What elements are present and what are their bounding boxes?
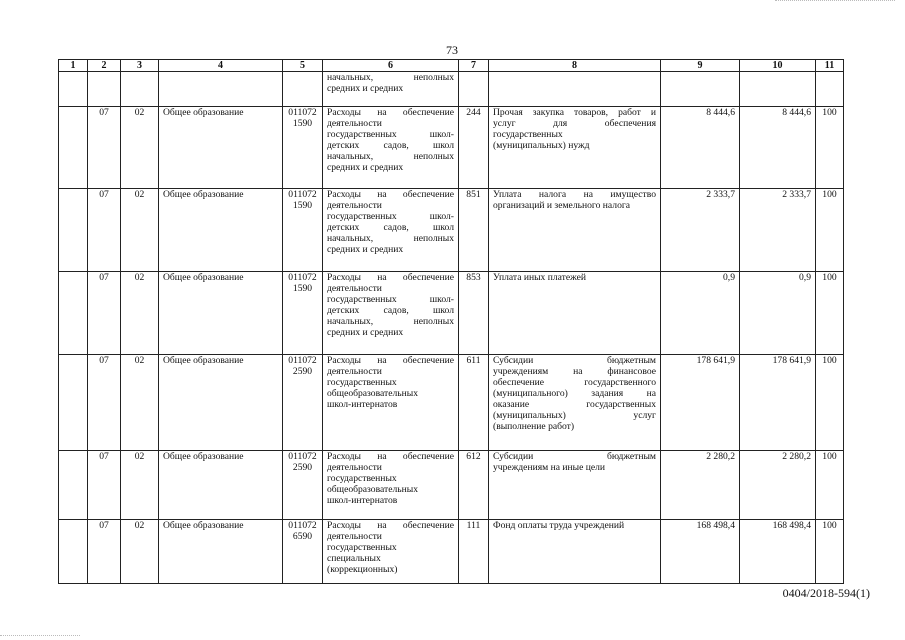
- table-row: [59, 189, 844, 272]
- cell-1: [59, 520, 88, 584]
- cell-percent: 100: [816, 272, 844, 355]
- cell-percent: 100: [816, 189, 844, 272]
- cell-actual-amount: 168 498,4: [740, 520, 816, 584]
- column-header-10: 10: [740, 60, 816, 72]
- code-part: 1590: [292, 283, 313, 294]
- cell-percent: 100: [816, 520, 844, 584]
- text-line: государственных школ-: [327, 211, 454, 222]
- cell-target-code: [283, 107, 323, 189]
- cell-subsection: 02: [121, 272, 159, 355]
- text-line: деятельности: [327, 118, 382, 129]
- cell-section: 07: [88, 355, 121, 451]
- column-header-5: 5: [283, 60, 323, 72]
- text-line: специальных: [327, 553, 381, 564]
- cell-11: [816, 72, 844, 107]
- cell-actual-amount: 0,9: [740, 272, 816, 355]
- cell-target-code: [283, 272, 323, 355]
- text-line: общеобразовательных: [327, 484, 418, 495]
- text-line: средних и средних: [327, 83, 404, 94]
- column-header-9: 9: [661, 60, 740, 72]
- cell-9: [661, 72, 740, 107]
- column-header-6: 6: [323, 60, 459, 72]
- cell-8-expense-name: [489, 107, 661, 189]
- cell-planned-amount: 0,9: [661, 272, 740, 355]
- text-line: начальных, неполных: [327, 72, 454, 83]
- cell-planned-amount: 2 333,7: [661, 189, 740, 272]
- cell-section-name: Общее образование: [159, 272, 283, 355]
- text-line: деятельности: [327, 200, 382, 211]
- cell-section-name: Общее образование: [159, 451, 283, 520]
- text-line: начальных, неполных: [327, 151, 454, 162]
- text-line: государственных школ-: [327, 294, 454, 305]
- cell-section-name: Общее образование: [159, 107, 283, 189]
- cell-8-expense-name: [489, 520, 661, 584]
- cell-subsection: 02: [121, 355, 159, 451]
- cell-6-description: [323, 355, 459, 451]
- cell-8: [489, 72, 661, 107]
- text-line: Расходы на обеспечение: [327, 107, 454, 118]
- column-header-7: 7: [459, 60, 489, 72]
- cell-8-expense-name: [489, 189, 661, 272]
- text-line: деятельности: [327, 531, 382, 542]
- text-line: школ-интернатов: [327, 495, 398, 506]
- cell-section: 07: [88, 107, 121, 189]
- cell-expense-type: 244: [459, 107, 489, 189]
- text-line: государственных: [327, 377, 397, 388]
- column-header-11: 11: [816, 60, 844, 72]
- text-line: (выполнение работ): [493, 421, 575, 432]
- page-number: 73: [446, 43, 458, 57]
- cell-6-description: [323, 72, 459, 107]
- cell-subsection: 02: [121, 189, 159, 272]
- table-row: [59, 451, 844, 520]
- text-line: (коррекционных): [327, 564, 398, 575]
- cell-7: [459, 72, 489, 107]
- cell-target-code: [283, 520, 323, 584]
- cell-percent: 100: [816, 107, 844, 189]
- continuation-row: [59, 72, 844, 107]
- scan-edge-bottom: [0, 635, 80, 638]
- header-row: [59, 60, 844, 72]
- cell-1: [59, 272, 88, 355]
- cell-4: [159, 72, 283, 107]
- cell-section-name: Общее образование: [159, 520, 283, 584]
- cell-actual-amount: 178 641,9: [740, 355, 816, 451]
- cell-section: 07: [88, 272, 121, 355]
- text-line: Расходы на обеспечение: [327, 451, 454, 462]
- table-row: [59, 520, 844, 584]
- code-part: 2590: [292, 366, 313, 377]
- cell-subsection: 02: [121, 451, 159, 520]
- text-line: Расходы на обеспечение: [327, 189, 454, 200]
- cell-6-description: [323, 189, 459, 272]
- text-line: детских садов, школ: [327, 140, 454, 151]
- document-code: 0404/2018-594(1): [782, 586, 870, 600]
- text-line: государственных: [493, 129, 563, 140]
- column-header-2: 2: [88, 60, 121, 72]
- cell-1: [59, 451, 88, 520]
- text-line: учреждениям на иные цели: [493, 462, 606, 473]
- text-line: Субсидии бюджетным: [493, 451, 656, 462]
- table-row: [59, 355, 844, 451]
- cell-percent: 100: [816, 451, 844, 520]
- cell-target-code: [283, 451, 323, 520]
- text-line: Расходы на обеспечение: [327, 355, 454, 366]
- text-line: Расходы на обеспечение: [327, 272, 454, 283]
- text-line: общеобразовательных: [327, 388, 418, 399]
- cell-expense-type: 111: [459, 520, 489, 584]
- cell-actual-amount: 8 444,6: [740, 107, 816, 189]
- text-line: детских садов, школ: [327, 305, 454, 316]
- cell-expense-type: 851: [459, 189, 489, 272]
- scan-edge-top: [775, 0, 895, 3]
- text-line: средних и средних: [327, 244, 404, 255]
- cell-target-code: [283, 189, 323, 272]
- cell-6-description: [323, 520, 459, 584]
- cell-percent: 100: [816, 355, 844, 451]
- cell-expense-type: 853: [459, 272, 489, 355]
- text-line: (муниципальных) услуг: [493, 410, 656, 421]
- cell-planned-amount: 2 280,2: [661, 451, 740, 520]
- cell-planned-amount: 178 641,9: [661, 355, 740, 451]
- text-line: Уплата иных платежей: [493, 272, 587, 283]
- code-part: 2590: [292, 462, 313, 473]
- text-line: государственных: [327, 473, 397, 484]
- cell-section-name: Общее образование: [159, 355, 283, 451]
- cell-target-code: [283, 355, 323, 451]
- text-line: средних и средних: [327, 162, 404, 173]
- cell-planned-amount: 8 444,6: [661, 107, 740, 189]
- cell-1: [59, 355, 88, 451]
- text-line: Фонд оплаты труда учреждений: [493, 520, 625, 531]
- text-line: деятельности: [327, 283, 382, 294]
- code-part: 6590: [292, 531, 313, 542]
- text-line: школ-интернатов: [327, 399, 398, 410]
- text-line: обеспечение государственного: [493, 377, 656, 388]
- cell-subsection: 02: [121, 520, 159, 584]
- column-header-4: 4: [159, 60, 283, 72]
- code-part: 1590: [292, 200, 313, 211]
- text-line: (муниципальных) нужд: [493, 140, 590, 151]
- text-line: начальных, неполных: [327, 316, 454, 327]
- text-line: детских садов, школ: [327, 222, 454, 233]
- cell-2: [88, 72, 121, 107]
- text-line: государственных: [327, 542, 397, 553]
- code-part: 011072: [288, 355, 317, 366]
- cell-actual-amount: 2 280,2: [740, 451, 816, 520]
- budget-table: [58, 59, 844, 584]
- cell-actual-amount: 2 333,7: [740, 189, 816, 272]
- text-line: начальных, неполных: [327, 233, 454, 244]
- column-header-1: 1: [59, 60, 88, 72]
- cell-section: 07: [88, 189, 121, 272]
- cell-6-description: [323, 451, 459, 520]
- column-header-3: 3: [121, 60, 159, 72]
- text-line: организаций и земельного налога: [493, 200, 631, 211]
- cell-1: [59, 189, 88, 272]
- text-line: деятельности: [327, 366, 382, 377]
- cell-section: 07: [88, 451, 121, 520]
- code-part: 011072: [288, 107, 317, 118]
- cell-10: [740, 72, 816, 107]
- table-row: [59, 272, 844, 355]
- cell-expense-type: 611: [459, 355, 489, 451]
- code-part: 011072: [288, 189, 317, 200]
- text-line: государственных школ-: [327, 129, 454, 140]
- column-header-8: 8: [489, 60, 661, 72]
- cell-8-expense-name: [489, 451, 661, 520]
- cell-1: [59, 107, 88, 189]
- code-part: 1590: [292, 118, 313, 129]
- text-line: (муниципального) задания на: [493, 388, 656, 399]
- table-row: [59, 107, 844, 189]
- text-line: средних и средних: [327, 327, 404, 338]
- text-line: учреждениям на финансовое: [493, 366, 656, 377]
- cell-section-name: Общее образование: [159, 189, 283, 272]
- cell-6-description: [323, 272, 459, 355]
- text-line: деятельности: [327, 462, 382, 473]
- cell-8-expense-name: [489, 272, 661, 355]
- text-line: Уплата налога на имущество: [493, 189, 656, 200]
- cell-5: [283, 72, 323, 107]
- code-part: 011072: [288, 520, 317, 531]
- code-part: 011072: [288, 272, 317, 283]
- cell-8-expense-name: [489, 355, 661, 451]
- text-line: Расходы на обеспечение: [327, 520, 454, 531]
- text-line: услуг для обеспечения: [493, 118, 656, 129]
- text-line: Прочая закупка товаров, работ и: [493, 107, 656, 118]
- cell-expense-type: 612: [459, 451, 489, 520]
- cell-section: 07: [88, 520, 121, 584]
- cell-3: [121, 72, 159, 107]
- text-line: оказание государственных: [493, 399, 656, 410]
- cell-1: [59, 72, 88, 107]
- code-part: 011072: [288, 451, 317, 462]
- cell-6-description: [323, 107, 459, 189]
- cell-planned-amount: 168 498,4: [661, 520, 740, 584]
- text-line: Субсидии бюджетным: [493, 355, 656, 366]
- cell-subsection: 02: [121, 107, 159, 189]
